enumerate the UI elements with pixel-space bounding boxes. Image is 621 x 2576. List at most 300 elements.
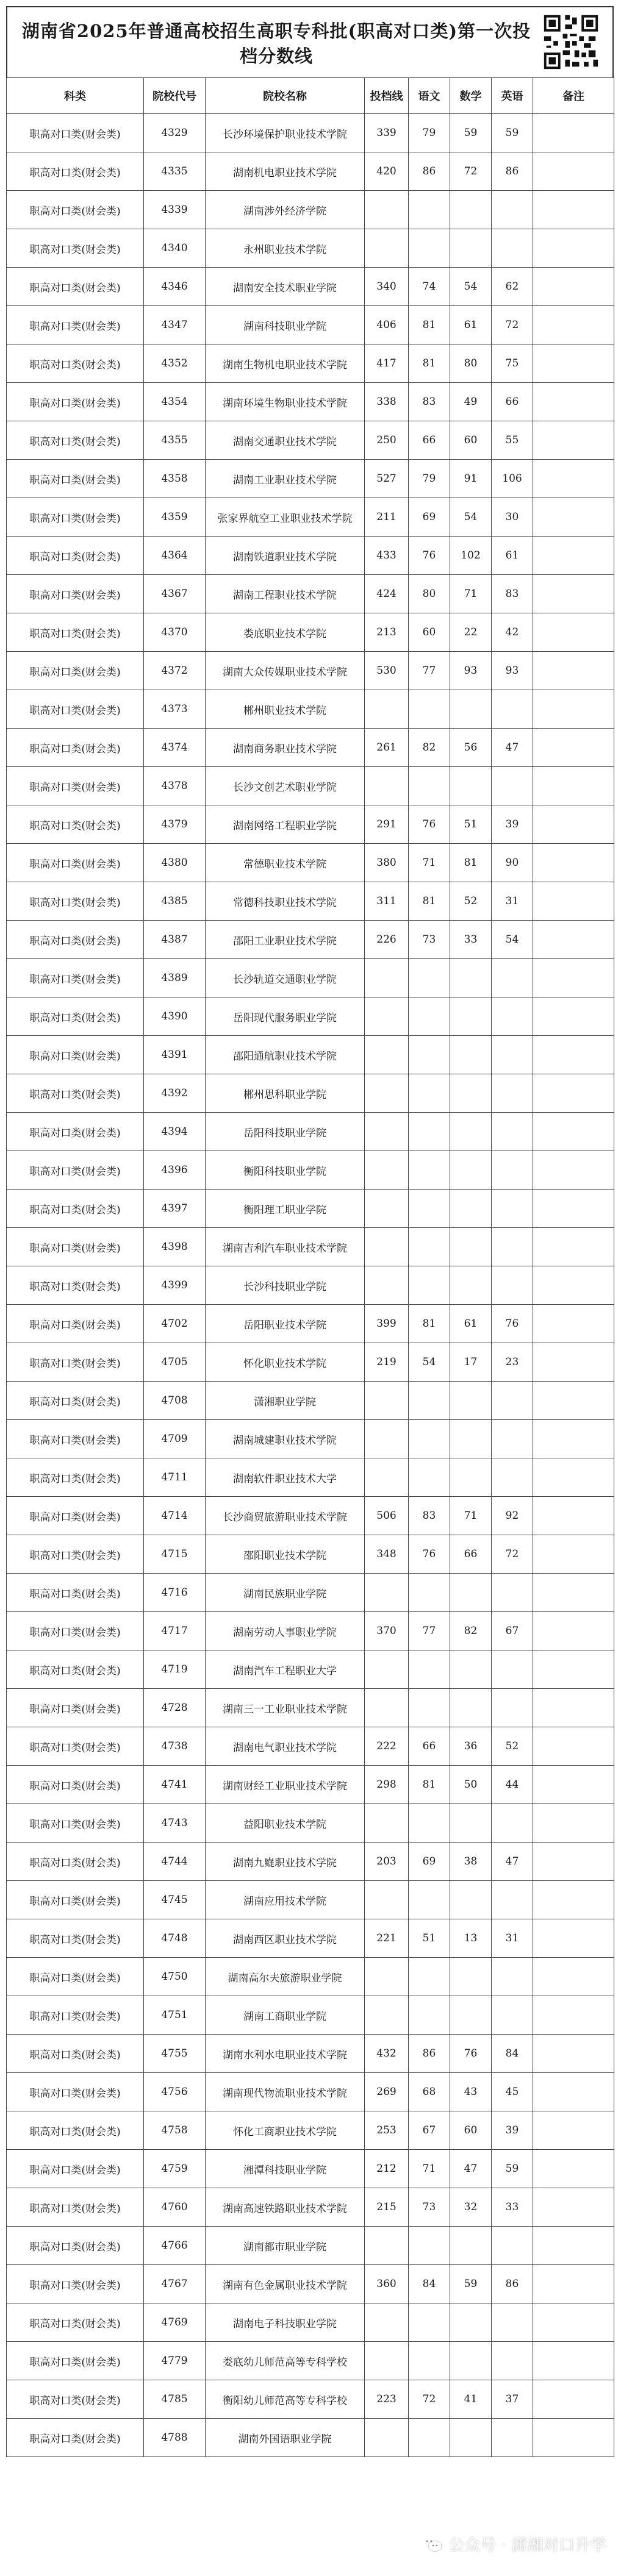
- cell-chinese: [409, 2227, 450, 2265]
- cell-remarks: [533, 537, 614, 575]
- cell-chinese: [409, 1074, 450, 1113]
- cell-english: 31: [492, 1919, 533, 1958]
- cell-english: [492, 1881, 533, 1919]
- cell-category: 职高对口类(财会类): [7, 959, 144, 997]
- cell-school-code: 4355: [144, 421, 206, 460]
- cell-school-name: 湖南大众传媒职业技术学院: [206, 652, 365, 690]
- cell-math: [450, 690, 492, 729]
- cell-school-name: 湖南工业职业技术学院: [206, 460, 365, 498]
- cell-math: 54: [450, 498, 492, 537]
- cell-school-name: 湖南城建职业技术学院: [206, 1420, 365, 1458]
- cell-chinese: [409, 1650, 450, 1689]
- cell-cutoff: [365, 1804, 409, 1843]
- cell-remarks: [533, 114, 614, 152]
- cell-school-name: 湖南三一工业职业技术学院: [206, 1689, 365, 1727]
- table-row: [7, 959, 614, 997]
- cell-math: 50: [450, 1766, 492, 1804]
- cell-remarks: [533, 805, 614, 844]
- cell-category: 职高对口类(财会类): [7, 1420, 144, 1458]
- cell-chinese: 60: [409, 613, 450, 652]
- cell-school-name: 娄底幼儿师范高等专科学校: [206, 2342, 365, 2380]
- cell-cutoff: [365, 191, 409, 229]
- cell-category: 职高对口类(财会类): [7, 2227, 144, 2265]
- cell-cutoff: 399: [365, 1305, 409, 1343]
- table-row: [7, 537, 614, 575]
- page-title: 湖南省2025年普通高校招生高职专科批(职高对口类)第一次投档分数线: [21, 20, 531, 66]
- cell-chinese: 83: [409, 1497, 450, 1535]
- cell-math: 59: [450, 114, 492, 152]
- cell-school-code: 4339: [144, 191, 206, 229]
- cell-school-code: 4708: [144, 1382, 206, 1420]
- cell-cutoff: [365, 1074, 409, 1113]
- table-row: [7, 2188, 614, 2227]
- cell-school-code: 4719: [144, 1650, 206, 1689]
- table-row: [7, 114, 614, 152]
- cell-school-name: 长沙文创艺术职业学院: [206, 767, 365, 805]
- cell-remarks: [533, 1535, 614, 1574]
- cell-category: 职高对口类(财会类): [7, 1958, 144, 1996]
- cell-math: 71: [450, 575, 492, 613]
- cell-remarks: [533, 344, 614, 383]
- cell-school-name: 湖南现代物流职业技术学院: [206, 2073, 365, 2111]
- table-row: [7, 921, 614, 959]
- cell-math: 32: [450, 2188, 492, 2227]
- cell-math: 47: [450, 2150, 492, 2188]
- cell-cutoff: [365, 1458, 409, 1497]
- cell-remarks: [533, 229, 614, 268]
- cell-school-name: 湖南九嶷职业技术学院: [206, 1843, 365, 1881]
- cell-school-code: 4391: [144, 1036, 206, 1074]
- cell-school-name: 湖南有色金属职业技术学院: [206, 2265, 365, 2303]
- cell-math: [450, 997, 492, 1036]
- cell-category: 职高对口类(财会类): [7, 729, 144, 767]
- cell-cutoff: 298: [365, 1766, 409, 1804]
- cell-cutoff: [365, 1650, 409, 1689]
- cell-chinese: 71: [409, 2150, 450, 2188]
- cell-remarks: [533, 1996, 614, 2035]
- table-row: [7, 805, 614, 844]
- cell-english: 76: [492, 1305, 533, 1343]
- cell-cutoff: 212: [365, 2150, 409, 2188]
- table-row: [7, 1766, 614, 1804]
- cell-math: 82: [450, 1612, 492, 1650]
- cell-remarks: [533, 1190, 614, 1228]
- cell-math: 60: [450, 2111, 492, 2150]
- cell-school-code: 4769: [144, 2303, 206, 2342]
- header-chinese: 语文: [409, 78, 450, 114]
- cell-math: [450, 229, 492, 268]
- cell-remarks: [533, 306, 614, 344]
- cell-chinese: 82: [409, 729, 450, 767]
- cell-cutoff: 506: [365, 1497, 409, 1535]
- cell-cutoff: 311: [365, 882, 409, 921]
- header-english: 英语: [492, 78, 533, 114]
- cell-school-code: 4758: [144, 2111, 206, 2150]
- cell-school-code: 4367: [144, 575, 206, 613]
- cell-school-code: 4759: [144, 2150, 206, 2188]
- cell-school-name: 湖南商务职业技术学院: [206, 729, 365, 767]
- cell-school-name: 常德科技职业技术学院: [206, 882, 365, 921]
- cell-category: 职高对口类(财会类): [7, 1343, 144, 1382]
- table-row: [7, 1574, 614, 1612]
- cell-chinese: 79: [409, 460, 450, 498]
- cell-remarks: [533, 2111, 614, 2150]
- cell-english: [492, 959, 533, 997]
- cell-english: 37: [492, 2380, 533, 2419]
- table-row: [7, 2380, 614, 2419]
- cell-math: 38: [450, 1843, 492, 1881]
- cell-english: [492, 1382, 533, 1420]
- cell-cutoff: 291: [365, 805, 409, 844]
- table-row: [7, 1343, 614, 1382]
- cell-category: 职高对口类(财会类): [7, 498, 144, 537]
- cell-cutoff: [365, 1190, 409, 1228]
- cell-math: [450, 1574, 492, 1612]
- cell-school-code: 4702: [144, 1305, 206, 1343]
- cell-school-name: 湖南安全技术职业学院: [206, 268, 365, 306]
- cell-english: 86: [492, 152, 533, 191]
- cell-math: [450, 1036, 492, 1074]
- cell-english: 67: [492, 1612, 533, 1650]
- cell-cutoff: 424: [365, 575, 409, 613]
- cell-school-code: 4760: [144, 2188, 206, 2227]
- cell-school-name: 怀化职业技术学院: [206, 1343, 365, 1382]
- cell-category: 职高对口类(财会类): [7, 306, 144, 344]
- cell-category: 职高对口类(财会类): [7, 2342, 144, 2380]
- cell-math: 22: [450, 613, 492, 652]
- table-row: [7, 2419, 614, 2457]
- cell-chinese: [409, 1458, 450, 1497]
- cell-remarks: [533, 1151, 614, 1190]
- cell-remarks: [533, 1074, 614, 1113]
- cell-english: 72: [492, 306, 533, 344]
- cell-english: [492, 2419, 533, 2457]
- cell-school-name: 湘潭科技职业学院: [206, 2150, 365, 2188]
- table-row: [7, 268, 614, 306]
- cell-chinese: [409, 1958, 450, 1996]
- cell-school-name: 岳阳科技职业学院: [206, 1113, 365, 1151]
- cell-school-name: 娄底职业技术学院: [206, 613, 365, 652]
- cell-math: 13: [450, 1919, 492, 1958]
- cell-english: 106: [492, 460, 533, 498]
- cell-english: [492, 1228, 533, 1266]
- cell-remarks: [533, 1574, 614, 1612]
- table-row: [7, 1843, 614, 1881]
- cell-math: 54: [450, 268, 492, 306]
- cell-math: [450, 1804, 492, 1843]
- table-row: [7, 1727, 614, 1766]
- cell-school-code: 4380: [144, 844, 206, 882]
- cell-math: 66: [450, 1535, 492, 1574]
- cell-cutoff: 527: [365, 460, 409, 498]
- cell-category: 职高对口类(财会类): [7, 2380, 144, 2419]
- cell-category: 职高对口类(财会类): [7, 152, 144, 191]
- cell-remarks: [533, 1228, 614, 1266]
- cell-chinese: 77: [409, 1612, 450, 1650]
- cell-remarks: [533, 1612, 614, 1650]
- cell-category: 职高对口类(财会类): [7, 1881, 144, 1919]
- table-row: [7, 997, 614, 1036]
- cell-cutoff: 339: [365, 114, 409, 152]
- cell-category: 职高对口类(财会类): [7, 268, 144, 306]
- cell-remarks: [533, 959, 614, 997]
- table-row: [7, 2150, 614, 2188]
- cell-cutoff: 417: [365, 344, 409, 383]
- cell-cutoff: [365, 1574, 409, 1612]
- table-row: [7, 2265, 614, 2303]
- cell-category: 职高对口类(财会类): [7, 613, 144, 652]
- cell-remarks: [533, 1113, 614, 1151]
- cell-category: 职高对口类(财会类): [7, 229, 144, 268]
- cell-chinese: [409, 1996, 450, 2035]
- cell-school-code: 4785: [144, 2380, 206, 2419]
- table-row: [7, 767, 614, 805]
- cell-math: [450, 1074, 492, 1113]
- table-row: [7, 1074, 614, 1113]
- cell-math: 72: [450, 152, 492, 191]
- cell-school-name: 湖南吉利汽车职业技术学院: [206, 1228, 365, 1266]
- cell-math: 60: [450, 421, 492, 460]
- cell-chinese: [409, 1574, 450, 1612]
- cell-cutoff: 250: [365, 421, 409, 460]
- cell-remarks: [533, 152, 614, 191]
- cell-math: 80: [450, 344, 492, 383]
- cell-english: 23: [492, 1343, 533, 1382]
- cell-school-name: 邵阳工业职业技术学院: [206, 921, 365, 959]
- cell-chinese: 86: [409, 152, 450, 191]
- table-row: [7, 152, 614, 191]
- table-row: [7, 344, 614, 383]
- cell-school-code: 4715: [144, 1535, 206, 1574]
- header-remarks: 备注: [533, 78, 614, 114]
- cell-school-code: 4741: [144, 1766, 206, 1804]
- cell-school-code: 4717: [144, 1612, 206, 1650]
- cell-remarks: [533, 2303, 614, 2342]
- cell-school-code: 4748: [144, 1919, 206, 1958]
- cell-remarks: [533, 421, 614, 460]
- cell-school-code: 4398: [144, 1228, 206, 1266]
- cell-chinese: [409, 2419, 450, 2457]
- cell-english: 83: [492, 575, 533, 613]
- cell-school-name: 湖南劳动人事职业学院: [206, 1612, 365, 1650]
- cell-category: 职高对口类(财会类): [7, 1151, 144, 1190]
- cell-cutoff: 213: [365, 613, 409, 652]
- table-row: [7, 1190, 614, 1228]
- table-row: [7, 844, 614, 882]
- cell-school-code: 4397: [144, 1190, 206, 1228]
- cell-school-code: 4779: [144, 2342, 206, 2380]
- cell-school-code: 4385: [144, 882, 206, 921]
- table-row: [7, 690, 614, 729]
- table-row: [7, 2035, 614, 2073]
- cell-category: 职高对口类(财会类): [7, 2419, 144, 2457]
- cell-school-name: 湖南西区职业技术学院: [206, 1919, 365, 1958]
- cell-school-code: 4358: [144, 460, 206, 498]
- cell-remarks: [533, 652, 614, 690]
- cell-category: 职高对口类(财会类): [7, 1497, 144, 1535]
- table-row: [7, 1113, 614, 1151]
- cell-english: [492, 1650, 533, 1689]
- cell-remarks: [533, 1804, 614, 1843]
- cell-chinese: [409, 2342, 450, 2380]
- cell-school-code: 4370: [144, 613, 206, 652]
- cell-math: 102: [450, 537, 492, 575]
- cell-school-name: 湖南外国语职业学院: [206, 2419, 365, 2457]
- table-row: [7, 1919, 614, 1958]
- cell-chinese: [409, 191, 450, 229]
- cell-chinese: 66: [409, 421, 450, 460]
- cell-school-name: 湖南高速铁路职业技术学院: [206, 2188, 365, 2227]
- cell-school-name: 岳阳职业技术学院: [206, 1305, 365, 1343]
- cell-school-code: 4378: [144, 767, 206, 805]
- cell-category: 职高对口类(财会类): [7, 882, 144, 921]
- table-row: [7, 2073, 614, 2111]
- qr-code-icon: [542, 13, 600, 71]
- cell-school-name: 邵阳职业技术学院: [206, 1535, 365, 1574]
- cell-chinese: 73: [409, 2188, 450, 2227]
- cell-category: 职高对口类(财会类): [7, 2111, 144, 2150]
- cell-chinese: 84: [409, 2265, 450, 2303]
- cell-school-name: 潇湘职业学院: [206, 1382, 365, 1420]
- cell-math: [450, 1190, 492, 1228]
- cell-math: [450, 1881, 492, 1919]
- cell-category: 职高对口类(财会类): [7, 114, 144, 152]
- cell-cutoff: 226: [365, 921, 409, 959]
- table-row: [7, 1382, 614, 1420]
- cell-school-name: 湖南科技职业学院: [206, 306, 365, 344]
- cell-school-name: 湖南应用技术学院: [206, 1881, 365, 1919]
- cell-chinese: 68: [409, 2073, 450, 2111]
- table-row: [7, 1689, 614, 1727]
- cell-school-name: 湖南汽车工程职业大学: [206, 1650, 365, 1689]
- cell-school-code: 4399: [144, 1266, 206, 1305]
- cell-chinese: [409, 1151, 450, 1190]
- cell-school-code: 4788: [144, 2419, 206, 2457]
- cell-school-name: 怀化工商职业技术学院: [206, 2111, 365, 2150]
- cell-math: [450, 2227, 492, 2265]
- cell-chinese: [409, 997, 450, 1036]
- cell-english: [492, 1420, 533, 1458]
- cell-cutoff: 433: [365, 537, 409, 575]
- cell-english: [492, 1689, 533, 1727]
- cell-category: 职高对口类(财会类): [7, 2188, 144, 2227]
- cell-category: 职高对口类(财会类): [7, 1036, 144, 1074]
- table-row: [7, 2342, 614, 2380]
- cell-chinese: [409, 1382, 450, 1420]
- cell-chinese: 81: [409, 306, 450, 344]
- cell-category: 职高对口类(财会类): [7, 997, 144, 1036]
- table-row: [7, 882, 614, 921]
- cell-remarks: [533, 1766, 614, 1804]
- cell-english: [492, 1458, 533, 1497]
- cell-school-code: 4751: [144, 1996, 206, 2035]
- cell-english: 52: [492, 1727, 533, 1766]
- cell-english: [492, 690, 533, 729]
- cell-school-name: 衡阳幼儿师范高等专科学校: [206, 2380, 365, 2419]
- cell-cutoff: 269: [365, 2073, 409, 2111]
- cell-english: 66: [492, 383, 533, 421]
- cell-category: 职高对口类(财会类): [7, 767, 144, 805]
- cell-category: 职高对口类(财会类): [7, 421, 144, 460]
- cell-remarks: [533, 1420, 614, 1458]
- table-row: [7, 2111, 614, 2150]
- cell-category: 职高对口类(财会类): [7, 1843, 144, 1881]
- cell-math: [450, 1996, 492, 2035]
- table-row: [7, 1650, 614, 1689]
- cell-cutoff: [365, 1266, 409, 1305]
- cell-math: 61: [450, 1305, 492, 1343]
- cell-english: 90: [492, 844, 533, 882]
- cell-chinese: 76: [409, 1535, 450, 1574]
- cell-category: 职高对口类(财会类): [7, 2303, 144, 2342]
- table-row: [7, 652, 614, 690]
- cell-category: 职高对口类(财会类): [7, 1266, 144, 1305]
- cell-school-name: 湖南交通职业技术学院: [206, 421, 365, 460]
- cell-math: [450, 1382, 492, 1420]
- cell-english: 72: [492, 1535, 533, 1574]
- table-row: [7, 1151, 614, 1190]
- cell-cutoff: 223: [365, 2380, 409, 2419]
- cell-category: 职高对口类(财会类): [7, 2073, 144, 2111]
- cell-cutoff: 348: [365, 1535, 409, 1574]
- cell-cutoff: [365, 959, 409, 997]
- cell-math: 81: [450, 844, 492, 882]
- cell-school-name: 湖南涉外经济学院: [206, 191, 365, 229]
- cell-chinese: 80: [409, 575, 450, 613]
- cell-school-code: 4372: [144, 652, 206, 690]
- cell-remarks: [533, 613, 614, 652]
- cell-chinese: [409, 1804, 450, 1843]
- cell-remarks: [533, 1727, 614, 1766]
- cell-english: [492, 1151, 533, 1190]
- cell-cutoff: [365, 1228, 409, 1266]
- cell-category: 职高对口类(财会类): [7, 1228, 144, 1266]
- cell-remarks: [533, 2227, 614, 2265]
- table-row: [7, 421, 614, 460]
- cell-math: 91: [450, 460, 492, 498]
- cell-chinese: 69: [409, 1843, 450, 1881]
- table-row: [7, 613, 614, 652]
- table-row: [7, 1881, 614, 1919]
- table-row: [7, 729, 614, 767]
- cell-chinese: [409, 1190, 450, 1228]
- cell-chinese: 81: [409, 344, 450, 383]
- cell-category: 职高对口类(财会类): [7, 1919, 144, 1958]
- table-row: [7, 1266, 614, 1305]
- cell-cutoff: [365, 767, 409, 805]
- cell-school-code: 4392: [144, 1074, 206, 1113]
- cell-school-code: 4335: [144, 152, 206, 191]
- table-row: [7, 1036, 614, 1074]
- cell-remarks: [533, 1919, 614, 1958]
- cell-cutoff: [365, 1036, 409, 1074]
- cell-school-name: 湖南网络工程职业学院: [206, 805, 365, 844]
- cell-english: [492, 1266, 533, 1305]
- cell-english: 55: [492, 421, 533, 460]
- cell-school-name: 湖南都市职业学院: [206, 2227, 365, 2265]
- cell-cutoff: 530: [365, 652, 409, 690]
- cell-school-name: 湖南财经工业职业技术学院: [206, 1766, 365, 1804]
- cell-cutoff: 338: [365, 383, 409, 421]
- cell-math: 33: [450, 921, 492, 959]
- cell-chinese: 86: [409, 2035, 450, 2073]
- cell-cutoff: 406: [365, 306, 409, 344]
- cell-school-code: 4329: [144, 114, 206, 152]
- cell-remarks: [533, 575, 614, 613]
- wechat-icon: [422, 2536, 442, 2553]
- cell-category: 职高对口类(财会类): [7, 652, 144, 690]
- cell-category: 职高对口类(财会类): [7, 1113, 144, 1151]
